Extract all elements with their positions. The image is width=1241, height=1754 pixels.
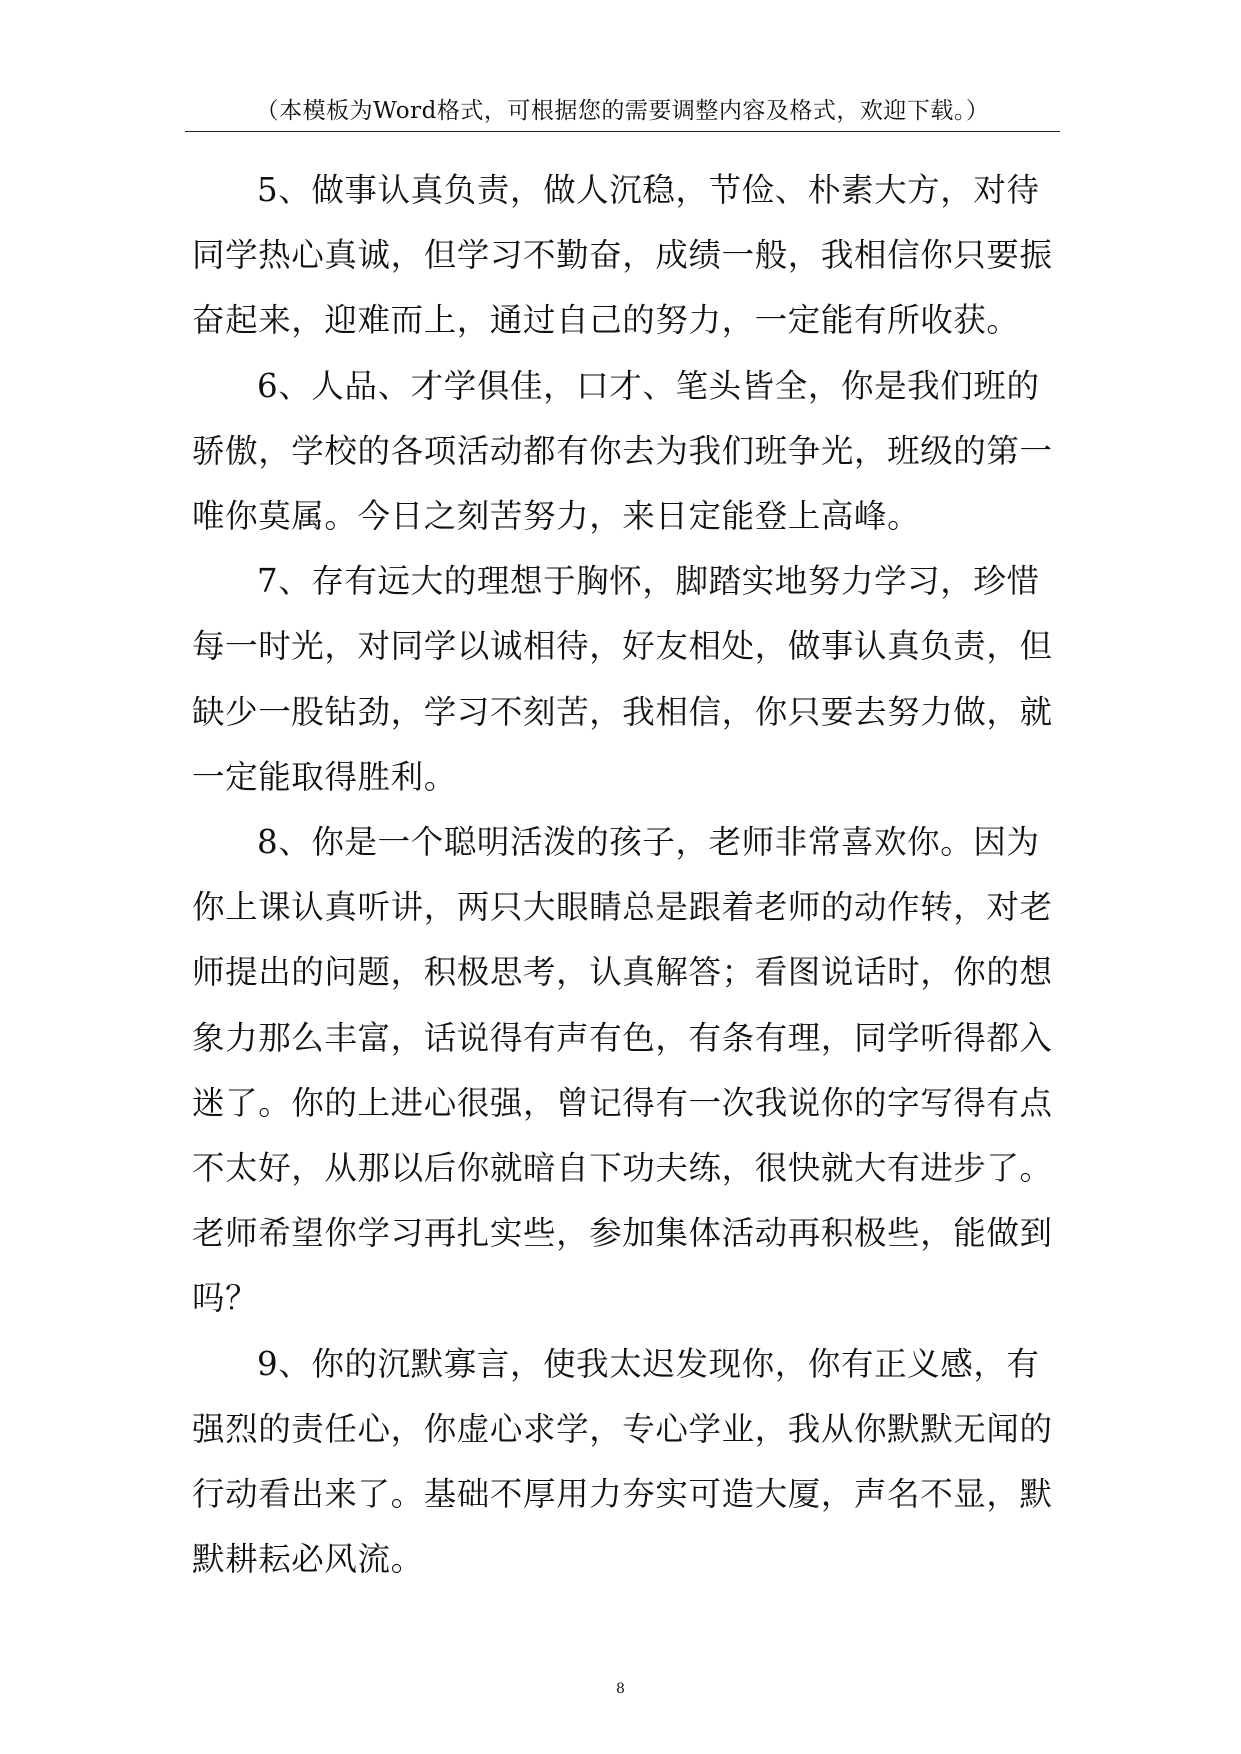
page-number: 8 [616, 1681, 625, 1697]
paragraph-comment-7: 7、存有远大的理想于胸怀，脚踏实地努力学习，珍惜每一时光，对同学以诚相待，好友相处，做事认真负责，但缺少一股钻劲，学习不刻苦，我相信，你只要去努力做，就一定能取得胜利。 [192, 562, 1053, 796]
paragraph-comment-9: 9、你的沉默寡言，使我太迟发现你，你有正义感，有强烈的责任心，你虚心求学，专心学业，我从你默默无闻的行动看出来了。基础不厚用力夯实可造大厦，声名不显，默默耕耘必风流。 [192, 1344, 1053, 1579]
paragraph-comment-5: 5、做事认真负责，做人沉稳，节俭、朴素大方，对待同学热心真诚，但学习不勤奋，成绩一般，我相信你只要振奋起来，迎难而上，通过自己的努力，一定能有所收获。 [192, 171, 1053, 340]
paragraph-comment-6: 6、人品、才学俱佳，口才、笔头皆全，你是我们班的骄傲，学校的各项活动都有你去为我们班争光，班级的第一唯你莫属。今日之刻苦努力，来日定能登上高峰。 [192, 366, 1053, 536]
document-body [192, 158, 1072, 1592]
header-note: （本模板为Word格式，可根据您的需要调整内容及格式，欢迎下载。） [255, 98, 990, 124]
header-divider [185, 131, 1060, 132]
paragraph-comment-8: 8、你是一个聪明活泼的孩子，老师非常喜欢你。因为你上课认真听讲，两只大眼睛总是跟着老师的动作转，对老师提出的问题，积极思考，认真解答；看图说话时，你的想象力那么丰富，话说得有声有色，有条有理，同学听得都入迷了。你的上进心很强，曾记得有一次我说你的字写得有点不太好，从那以后你就暗自下功夫练，很快就大有进步了。老师希望你学习再扎实些，参加集体活动再积极些，能做到吗？ [192, 823, 1053, 1318]
